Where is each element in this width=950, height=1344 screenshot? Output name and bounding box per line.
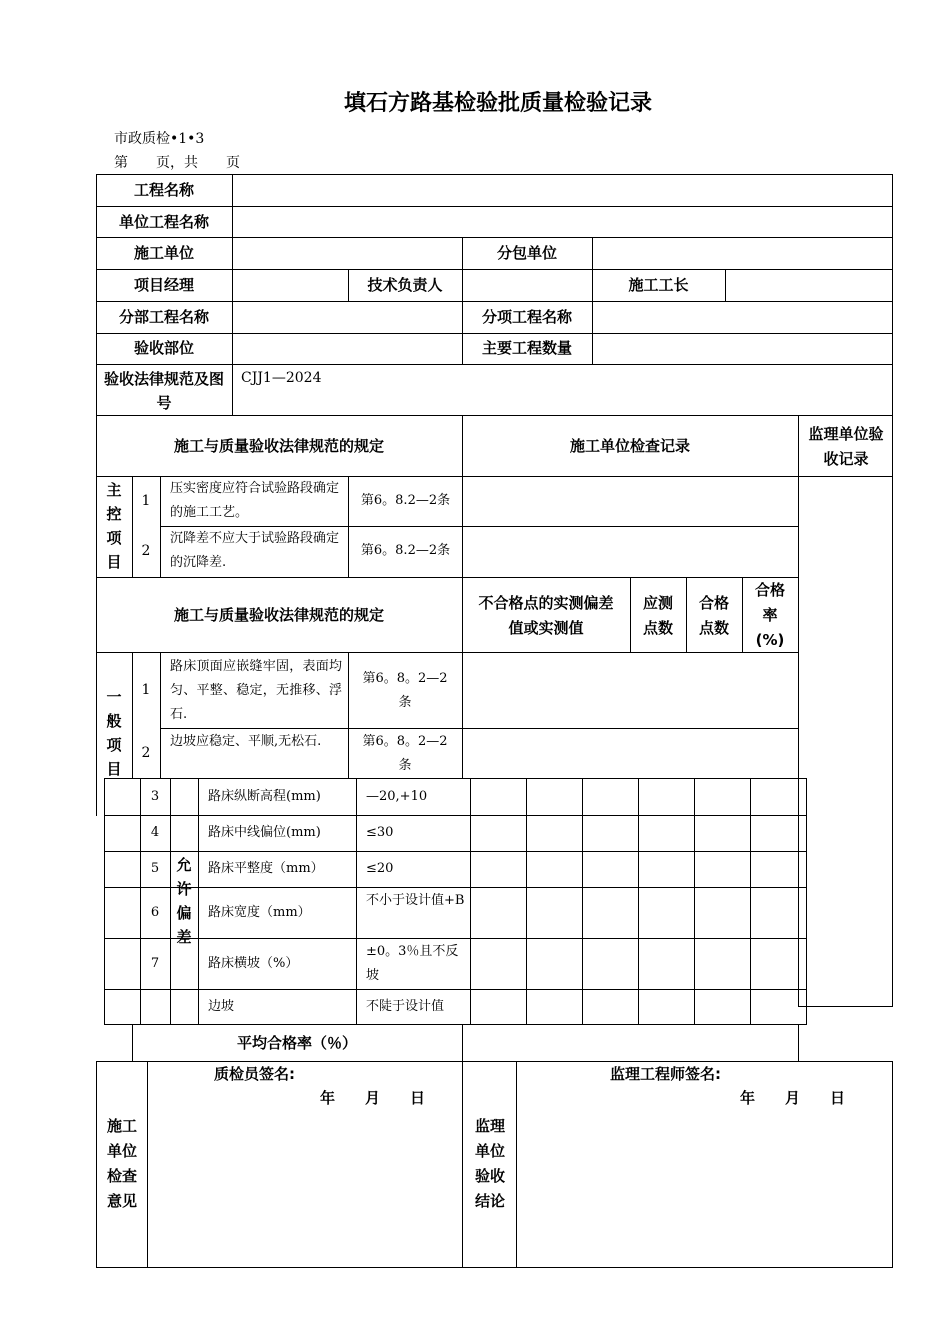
spec-value: CJJ1—2024 [241,370,322,386]
general-item-no: 2 [141,745,151,761]
page-number-line: 第 页，共 页 [114,155,240,171]
label-main-quantity: 主要工程数量 [481,339,572,357]
main-item-no: 2 [141,543,151,559]
label-spec: 验收法律规范及图号 [103,370,224,412]
supervision-conclusion-label: 监理单位验收结论 [474,1117,505,1210]
general-label: 一般项目 [106,688,122,778]
project-name-field[interactable] [233,177,892,206]
deviation-item-limit: ±0。3％且不反坡 [366,944,459,983]
main-item-no: 1 [141,493,151,509]
foreman-field[interactable] [726,272,892,301]
project-manager-field[interactable] [233,272,348,301]
general-item-no: 1 [141,682,151,698]
deviation-item-limit: 不陡于设计值 [366,999,445,1014]
main-item-record-field[interactable] [463,528,798,576]
main-item-record-field[interactable] [463,478,798,526]
label-construction-unit: 施工单位 [133,244,194,262]
label-project-name: 工程名称 [133,181,194,199]
construction-unit-field[interactable] [233,240,462,269]
division-name-field[interactable] [233,304,462,333]
general-item-clause: 第6。8。2—2条 [362,671,448,710]
construction-opinion-label: 施工单位检查意见 [106,1117,137,1210]
deviation-item-limit: 不小于设计值+B [366,893,465,908]
deviation-item-name: 路床平整度（mm） [208,861,324,876]
subcontract-unit-field[interactable] [593,240,892,269]
inspector-signature-label: 质检员签名: [214,1065,295,1083]
deviation-item-limit: ≤30 [366,825,394,840]
general-item-text: 边坡应稳定、平顺,无松石. [170,734,322,749]
deviation-item-name: 边坡 [208,999,235,1014]
deviation-item-no: 5 [150,861,160,876]
avg-pass-rate-label: 平均合格率（％） [236,1034,357,1052]
supervision-record-header: 监理单位验收记录 [808,425,884,468]
date-right: 年 月 日 [740,1089,846,1107]
supervision-conclusion-field[interactable] [519,1112,891,1266]
deviation-item-no: 7 [150,956,160,971]
deviation-item-limit: —20,+10 [366,789,428,804]
construction-opinion-field[interactable] [150,1112,460,1266]
deviation-item-no: 6 [150,905,160,920]
allowed-deviation-label: 允许偏差 [176,856,192,946]
label-unit-project-name: 单位工程名称 [118,213,209,231]
deviation-item-name: 路床纵断高程(mm) [208,789,321,804]
deviation-item-no: 3 [150,789,160,804]
points-required-header: 应测点数 [642,594,673,637]
main-item-clause: 第6。8.2—2条 [360,493,451,508]
tech-lead-field[interactable] [463,272,592,301]
main-item-text: 压实密度应符合试验路段确定的施工工艺。 [170,481,340,520]
nonconform-header: 不合格点的实测偏差值或实测值 [478,594,614,637]
label-subitem-name: 分项工程名称 [481,308,572,326]
supervisor-signature-label: 监理工程师签名: [610,1065,721,1083]
general-item-record-field[interactable] [463,730,798,777]
general-item-record-field[interactable] [463,654,798,728]
deviation-item-name: 路床宽度（mm） [208,905,311,920]
general-item-text: 路床顶面应嵌缝牢固，表面均匀、平整、稳定，无推移、浮石. [170,659,342,722]
deviation-item-limit: ≤20 [366,861,394,876]
label-project-manager: 项目经理 [133,276,194,294]
main-item-text: 沉降差不应大于试验路段确定的沉降差. [170,531,340,570]
unit-project-name-field[interactable] [233,208,892,237]
date-left: 年 月 日 [320,1089,426,1107]
construction-check-header: 施工单位检查记录 [569,437,690,455]
page-title: 填石方路基检验批质量检验记录 [343,91,652,116]
deviation-item-no: 4 [150,825,160,840]
main-item-clause: 第6。8.2—2条 [360,543,451,558]
label-division-name: 分部工程名称 [118,308,209,326]
general-item-clause: 第6。8。2—2条 [362,734,448,773]
main-control-label: 主控项目 [106,481,122,571]
label-subcontract-unit: 分包单位 [496,244,557,262]
spec-rule-header-2: 施工与质量验收法律规范的规定 [173,606,384,624]
label-foreman: 施工工长 [628,276,689,294]
deviation-item-name: 路床横坡（%） [208,956,299,971]
subitem-name-field[interactable] [593,304,892,333]
form-code: 市政质检•1•3 [114,131,205,147]
avg-pass-rate-field[interactable] [463,1027,797,1060]
label-acceptance-part: 验收部位 [133,339,194,357]
label-tech-lead: 技术负责人 [367,276,443,294]
pass-rate-header: 合格率(%) [754,581,785,649]
spec-rule-header: 施工与质量验收法律规范的规定 [173,437,384,455]
points-passed-header: 合格点数 [698,594,729,637]
deviation-item-name: 路床中线偏位(mm) [208,825,321,840]
acceptance-part-field[interactable] [233,335,462,364]
main-quantity-field[interactable] [593,335,892,364]
